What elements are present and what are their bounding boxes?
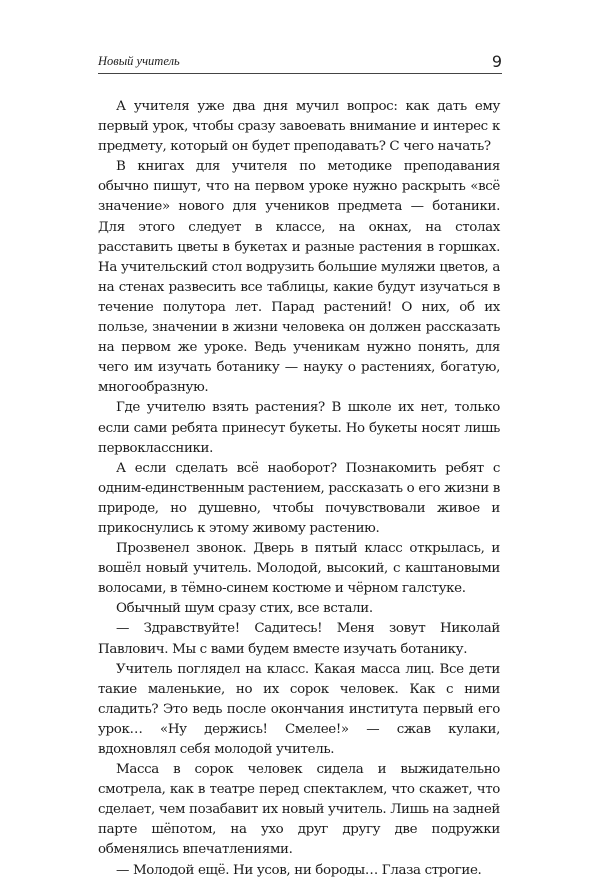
paragraph: Прозвенел звонок. Дверь в пятый класс открылась, и вошёл новый учитель. Молодой, высокий, с каштановыми волосами, в тёмно-синем костюме и чёрном галстуке. bbox=[98, 541, 500, 597]
paragraph: — Здравствуйте! Садитесь! Меня зовут Николай Павлович. Мы с вами будем вместе изучать ботанику. bbox=[98, 621, 500, 657]
body-text bbox=[98, 97, 500, 881]
running-title: Новый учитель bbox=[98, 54, 180, 68]
paragraph: — Молодой ещё. Ни усов, ни бороды… Глаза строгие. bbox=[116, 862, 482, 878]
paragraph: А учителя уже два дня мучил вопрос: как дать ему первый урок, чтобы сразу завоевать внимание и интерес к предмету, который он будет преподавать? С чего начать? bbox=[98, 99, 500, 155]
paragraph: Учитель поглядел на класс. Какая масса лиц. Все дети такие маленькие, но их сорок человек. Как с ними сладить? Это ведь после окончания института первый его урок… «Ну держись! Смелее!» — сжав кулаки, вдохновлял себя молодой учитель. bbox=[98, 661, 500, 757]
page-header bbox=[98, 52, 502, 74]
paragraph: Обычный шум сразу стих, все встали. bbox=[116, 601, 373, 617]
page-number: 9 bbox=[491, 52, 502, 71]
paragraph: В книгах для учителя по методике преподавания обычно пишут, что на первом уроке нужно раскрыть «всё значение» нового для учеников предмета — ботаники. Для этого следует в классе, на окнах, на столах расставить цветы в букетах и разные растения в горшках. На учительский стол водрузить большие муляжи цветов, а на стенах развесить все таблицы, какие будут изучаться в течение полутора лет. Парад растений! О них, об их пользе, значении в жизни человека он должен рассказать на первом же уроке. Ведь ученикам нужно понять, для чего им изучать ботанику — науку о растениях, богатую, многообразную. bbox=[98, 159, 500, 396]
paragraph: Масса в сорок человек сидела и выжидательно смотрела, как в театре перед спектаклем, что скажет, что сделает, чем позабавит их новый учитель. Лишь на задней парте шёпотом, на ухо друг другу две подружки обменялись впечатлениями. bbox=[98, 762, 500, 858]
paragraph: Где учителю взять растения? В школе их нет, только если сами ребята принесут букеты. Но букеты носят лишь первоклассники. bbox=[98, 400, 500, 456]
header-rule bbox=[98, 73, 502, 74]
paragraph: А если сделать всё наоборот? Познакомить ребят с одним-единственным растением, рассказать о его жизни в природе, но душевно, чтобы почувствовали живое и прикоснулись к этому живому растению. bbox=[98, 460, 500, 536]
